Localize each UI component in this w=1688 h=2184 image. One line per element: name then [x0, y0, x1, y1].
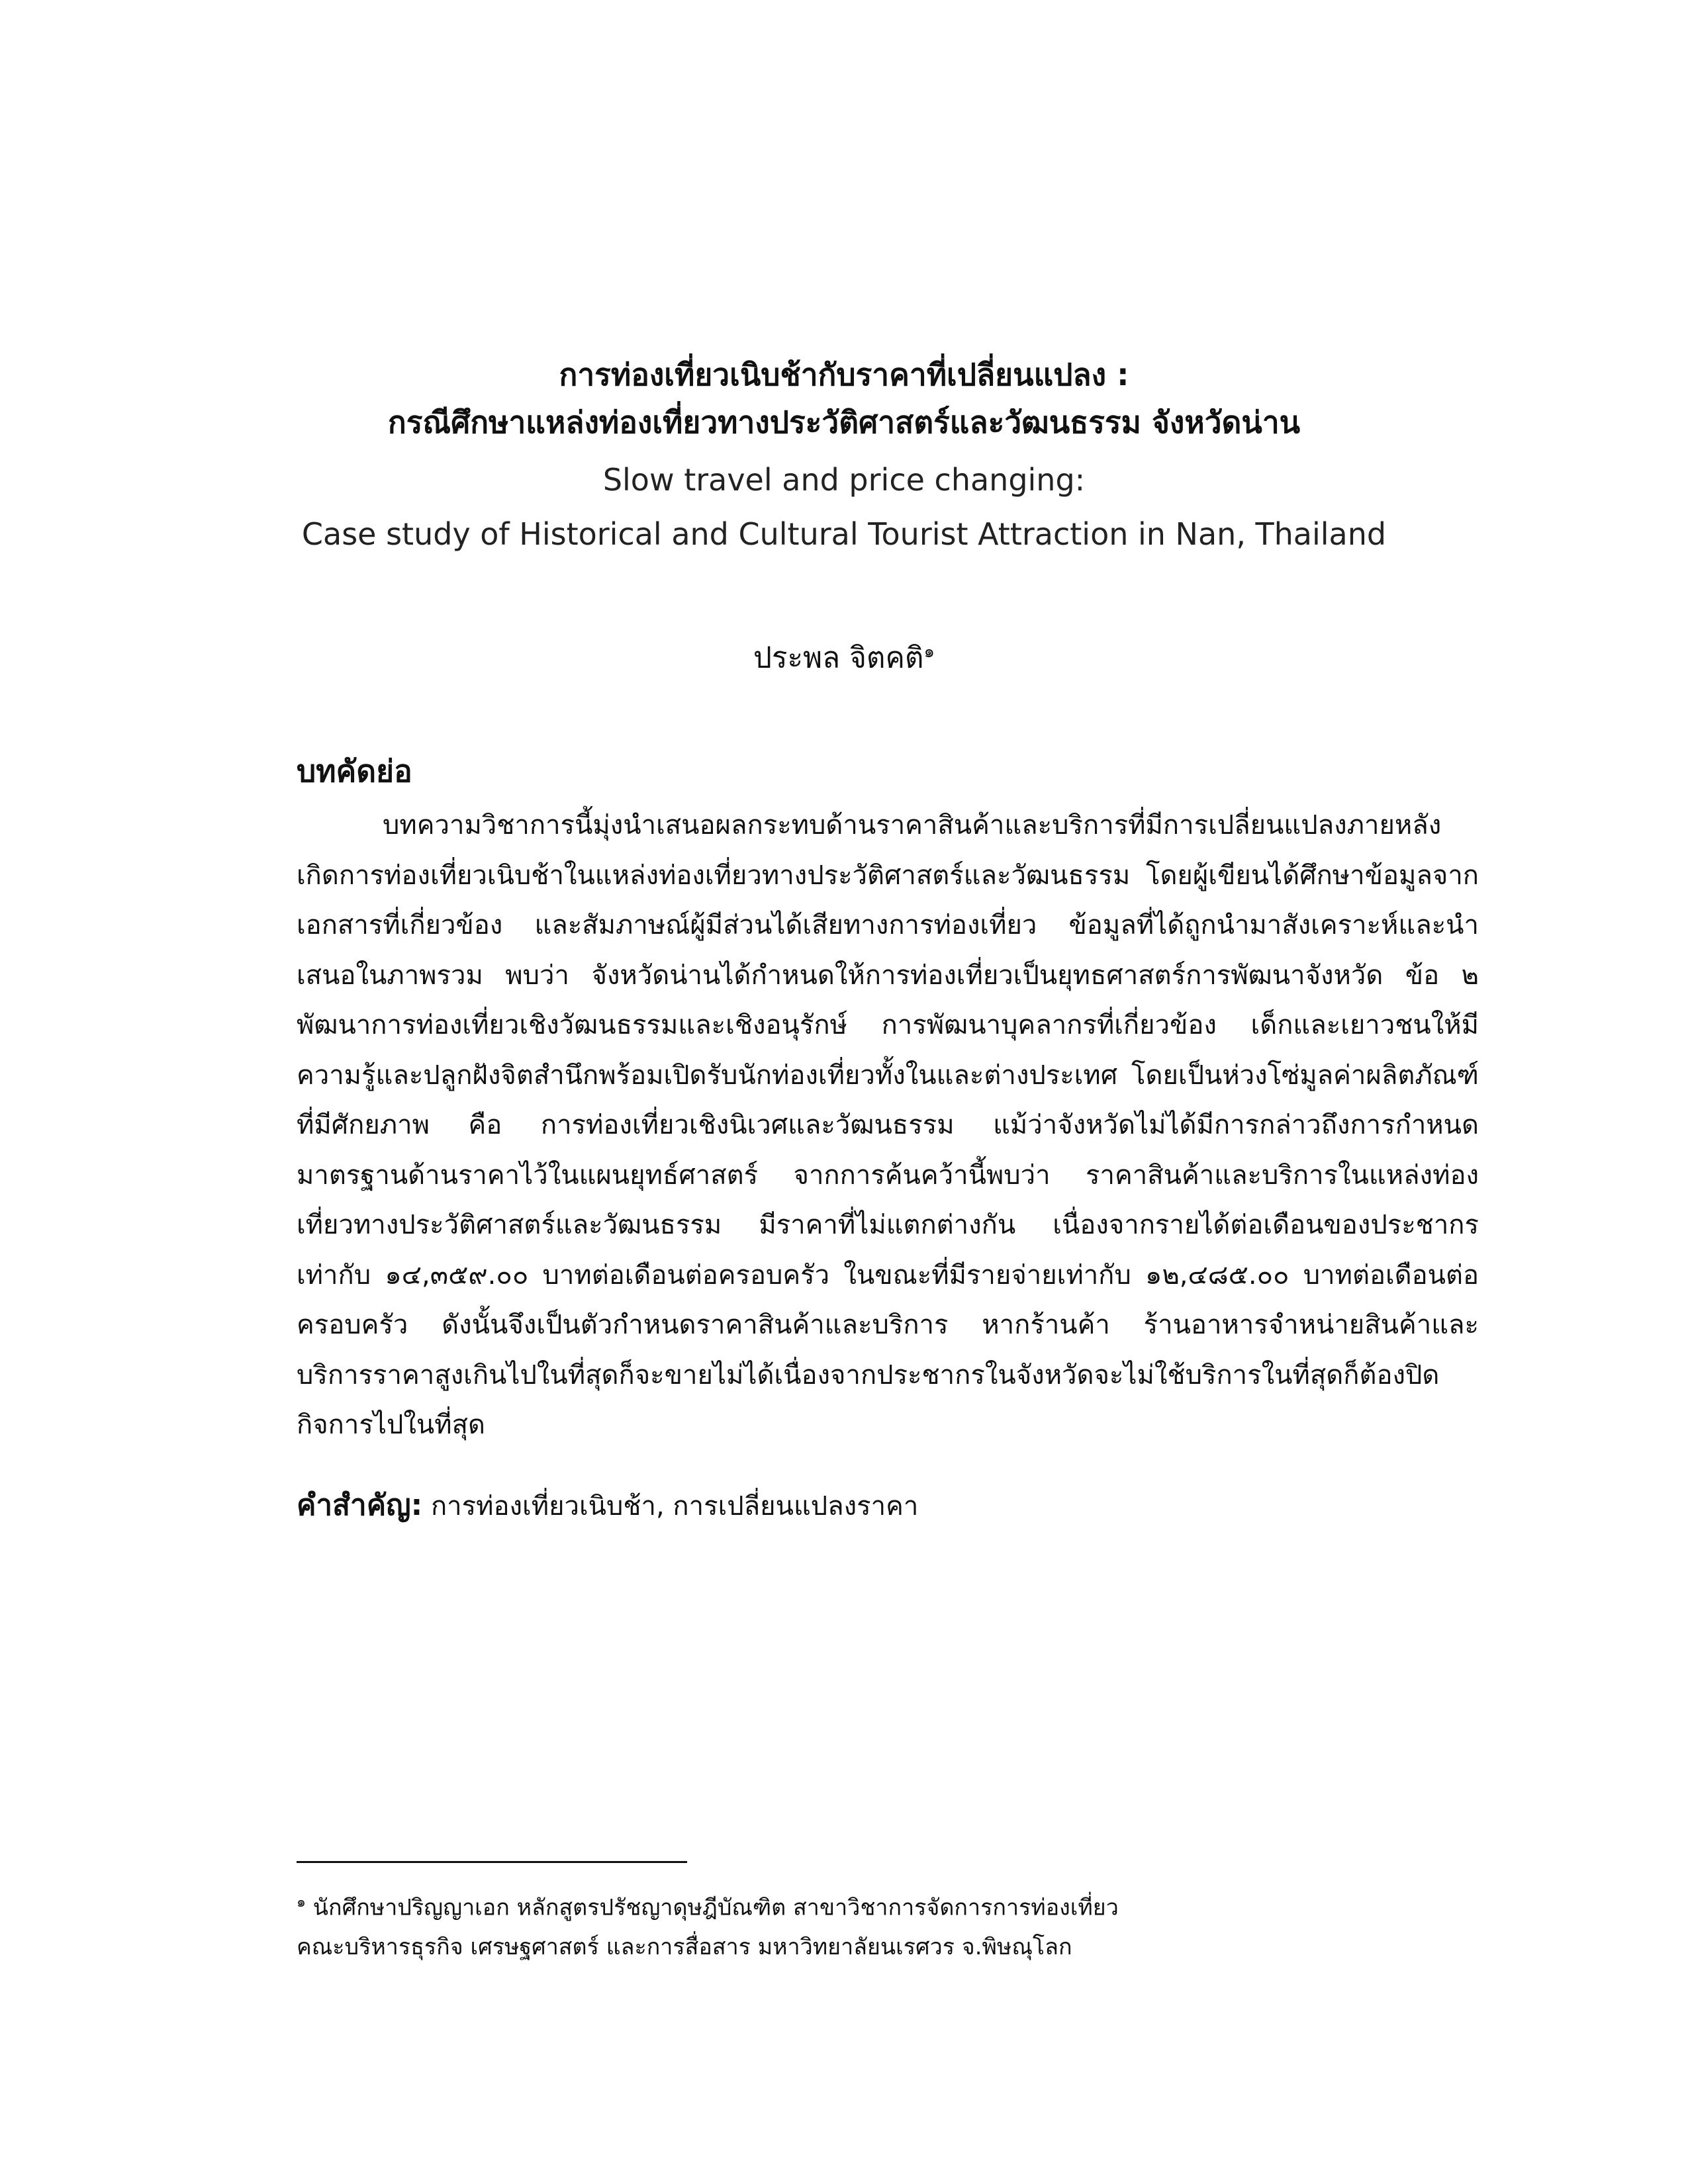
footnote-mark: ๑	[297, 1894, 306, 1911]
abstract-body: บทความวิชาการนี้มุ่งนำเสนอผลกระทบด้านราคาสินค้าและบริการที่มีการเปลี่ยนแปลงภายหลังเกิดการท่องเที่ยวเนิบช้าในแหล่งท่องเที่ยวทางประวัติศาสตร์และวัฒนธรรม โดยผู้เขียนได้ศึกษาข้อมูลจากเอกสารที่เกี่ยวข้อง และสัมภาษณ์ผู้มีส่วนได้เสียทางการท่องเที่ยว ข้อมูลที่ได้ถูกนำมาสังเคราะห์และนำเสนอในภาพรวม พบว่า จังหวัดน่านได้กำหนดให้การท่องเที่ยวเป็นยุทธศาสตร์การพัฒนาจังหวัด ข้อ ๒ พัฒนาการท่องเที่ยวเชิงวัฒนธรรมและเชิงอนุรักษ์ การพัฒนาบุคลากรที่เกี่ยวข้อง เด็กและเยาวชนให้มีความรู้และปลูกฝังจิตสำนึกพร้อมเปิดรับนักท่องเที่ยวทั้งในและต่างประเทศ โดยเป็นห่วงโซ่มูลค่าผลิตภัณฑ์ที่มีศักยภาพ คือ การท่องเที่ยวเชิงนิเวศและวัฒนธรรม แม้ว่าจังหวัดไม่ได้มีการกล่าวถึงการกำหนดมาตรฐานด้านราคาไว้ในแผนยุทธ์ศาสตร์ จากการค้นคว้านี้พบว่า ราคาสินค้าและบริการในแหล่งท่องเที่ยวทางประวัติศาสตร์และวัฒนธรรม มีราคาที่ไม่แตกต่างกัน เนื่องจากรายได้ต่อเดือนของประชากรเท่ากับ ๑๔,๓๕๙.๐๐ บาทต่อเดือนต่อครอบครัว ในขณะที่มีรายจ่ายเท่ากับ ๑๒,๔๘๕.๐๐ บาทต่อเดือนต่อครอบครัว ดังนั้นจึงเป็นตัวกำหนดราคาสินค้าและบริการ หากร้านค้า ร้านอาหารจำหน่ายสินค้าและบริการราคาสูงเกินไปในที่สุดก็จะขายไม่ได้เนื่องจากประชากรในจังหวัดจะไม่ใช้บริการในที่สุดก็ต้องปิดกิจการไปในที่สุด	[297, 810, 1479, 1440]
thai-title-line-2: กรณีศึกษาแหล่งท่องเที่ยวทางประวัติศาสตร์และวัฒนธรรม จังหวัดน่าน	[387, 404, 1301, 440]
footnote-line-1	[297, 1883, 1479, 1927]
keywords-label: คำสำคัญ:	[297, 1488, 423, 1522]
keywords-line	[297, 1486, 1479, 1526]
title-block	[199, 351, 1489, 561]
footnote	[297, 1883, 1479, 1967]
english-title-line-1: Slow travel and price changing:	[602, 462, 1086, 498]
footnote-text-1: นักศึกษาปริญญาเอก หลักสูตรปรัชญาดุษฎีบัณฑิต สาขาวิชาการจัดการการท่องเที่ยว	[312, 1894, 1119, 1921]
footnote-divider	[297, 1861, 687, 1863]
abstract-heading: บทคัดย่อ	[297, 753, 412, 789]
author-footnote-mark: ๑	[923, 642, 935, 662]
footnote-line-2: คณะบริหารธุรกิจ เศรษฐศาสตร์ และการสื่อสาร มหาวิทยาลัยนเรศวร จ.พิษณุโลก	[297, 1934, 1072, 1961]
thai-title-line-1: การท่องเที่ยวเนิบช้ากับราคาที่เปลี่ยนแปลง :	[559, 357, 1129, 392]
author-line	[199, 632, 1489, 678]
keywords-text: การท่องเที่ยวเนิบช้า, การเปลี่ยนแปลงราคา	[430, 1491, 919, 1522]
english-title-line-2: Case study of Historical and Cultural Tourist Attraction in Nan, Thailand	[301, 516, 1387, 552]
author-name: ประพล จิตคติ	[753, 641, 924, 675]
